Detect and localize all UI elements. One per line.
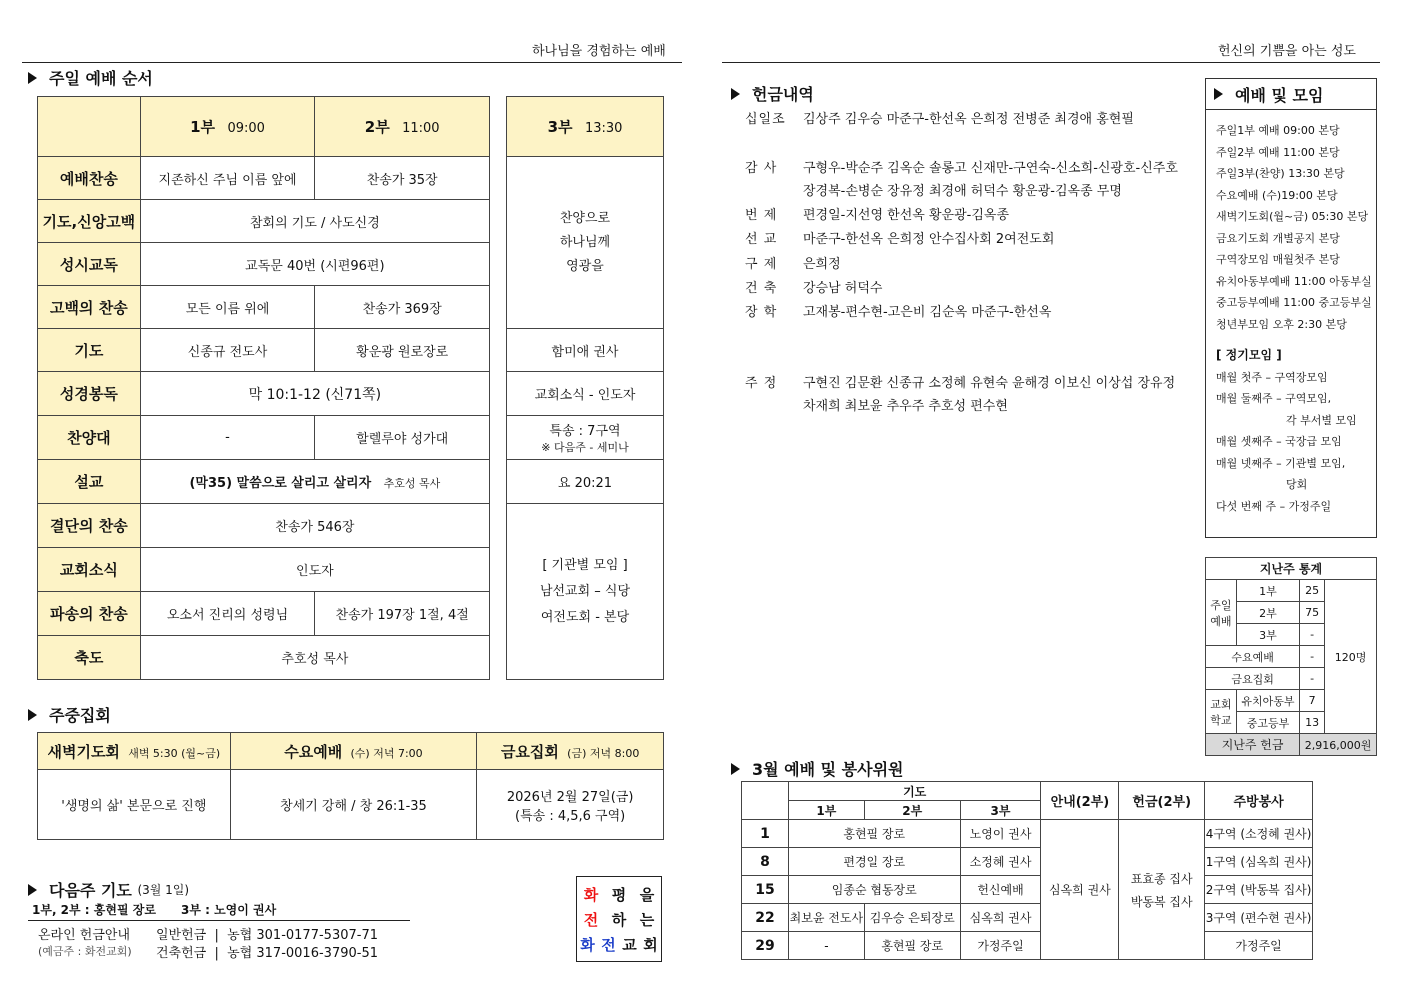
vol-cell: 가정주일 xyxy=(1205,932,1313,960)
online-title: 온라인 헌금안내 xyxy=(38,928,131,943)
cell: 신종규 전도사 xyxy=(140,329,315,372)
dawn-header: 새벽기도회 새벽 5:30 (월~금) xyxy=(38,733,231,770)
row-label: 기도,신앙고백 xyxy=(38,200,141,243)
midweek-section-title: 주중집회 xyxy=(28,703,111,726)
fri-header: 금요집회 (금) 저녁 8:00 xyxy=(477,733,664,770)
vol-date: 29 xyxy=(742,932,789,960)
vol-date: 1 xyxy=(742,820,789,848)
prayer-divider xyxy=(28,920,410,921)
vol-cell: 홍현필 장로 xyxy=(788,820,960,848)
row-label: 교회소식 xyxy=(38,548,141,592)
stats-value: - xyxy=(1300,668,1325,690)
vol-h2: 2부 xyxy=(864,801,960,820)
midweek-table xyxy=(37,732,664,840)
right-header-line xyxy=(722,62,1380,63)
vol-date: 8 xyxy=(742,848,789,876)
left-header-line xyxy=(22,62,682,63)
triangle-icon xyxy=(28,72,37,84)
row-label: 성경봉독 xyxy=(38,372,141,416)
fri-content: 2026년 2월 27일(금) (특송 : 4,5,6 구역) xyxy=(477,770,664,840)
stats-total: 120명 xyxy=(1325,580,1377,734)
stats-title: 지난주 통계 xyxy=(1206,558,1377,580)
cell: 참회의 기도 / 사도신경 xyxy=(140,200,489,243)
stats-offering-label: 지난주 헌금 xyxy=(1206,734,1300,756)
offering-building: 건 축 강승남 허덕수 xyxy=(745,281,883,296)
row-label: 고백의 찬송 xyxy=(38,286,141,329)
left-page-header: 하나님을 경험하는 예배 xyxy=(532,44,666,59)
worship-order-table xyxy=(37,96,490,680)
meetings-schedule: 주일1부 예배 09:00 본당 주일2부 예배 11:00 본당 주일3부(찬양) 13:30 본당 수요예배 (수)19:00 본당 새벽기도회(월~금) 05:30 본당 금요기도회 개별공지 본당 구역장모임 매월첫주 본당 유치아동부예배 11:00 아동부실 중고등부예배 11:00 중고등부실 청년부모임 오후 2:30 본당 xyxy=(1216,124,1372,331)
stats-label: 2부 xyxy=(1236,602,1299,624)
stats-school-label: 교회학교 xyxy=(1206,690,1237,734)
vol-cell: 홍현필 장로 xyxy=(864,932,960,960)
vol-corner xyxy=(742,782,789,820)
stats-value: - xyxy=(1300,646,1325,668)
row-label: 기도 xyxy=(38,329,141,372)
vol-cell: 헌신예배 xyxy=(960,876,1041,904)
service3-header: 3부 13:30 xyxy=(507,97,664,157)
online-building: 건축헌금 | 농협 317-0016-3790-51 xyxy=(156,946,378,961)
vol-cell: 소정혜 권사 xyxy=(960,848,1041,876)
vol-guide: 심옥희 권사 xyxy=(1041,820,1119,960)
service1-header: 1부 09:00 xyxy=(140,97,315,157)
row-label: 파송의 찬송 xyxy=(38,592,141,636)
vol-prayer-header: 기도 xyxy=(788,782,1041,801)
vol-cell: 임종순 협동장로 xyxy=(788,876,960,904)
service3-table xyxy=(506,96,664,680)
vol-cell: 4구역 (소정혜 권사) xyxy=(1205,820,1313,848)
worship-corner-cell xyxy=(38,97,141,157)
stats-label: 유치아동부 xyxy=(1236,690,1299,712)
offering-relief: 구 제 은희정 xyxy=(745,257,841,272)
vol-cell: 1구역 (심옥희 권사) xyxy=(1205,848,1313,876)
offering-burnt: 번 제 편경일-지선영 한선옥 황운광-김옥종 xyxy=(745,208,1010,223)
cell: 찬송가 197장 1절, 4절 xyxy=(315,592,490,636)
offering-thanks: 감 사 구형우-박순주 김옥순 솔롱고 신재만-구연숙-신소희-신광호-신주호 장경복-손병순 장유정 최경애 허덕수 황운광-김옥종 무명 xyxy=(745,161,1178,199)
wed-header: 수요예배 (수) 저녁 7:00 xyxy=(230,733,477,770)
cell: 찬송가 546장 xyxy=(140,504,489,548)
worship-section-title xyxy=(28,66,153,89)
triangle-icon xyxy=(1214,88,1223,100)
stats-label: 중고등부 xyxy=(1236,712,1299,734)
stats-table xyxy=(1205,557,1377,756)
org-meeting-block: [ 기관별 모임 ] 남선교회 – 식당 여전도회 - 본당 xyxy=(507,504,664,680)
sermon-cell: (막35) 말씀으로 살리고 살리자 추호성 목사 xyxy=(140,460,489,504)
vol-cell: 노영이 권사 xyxy=(960,820,1041,848)
dawn-content: '생명의 삶' 본문으로 진행 xyxy=(38,770,231,840)
offering-scholarship: 장 학 고재봉-편수현-고은비 김순옥 마준구-한선옥 xyxy=(745,305,1052,320)
next-prayer-title: 다음주 기도 (3월 1일) xyxy=(28,878,189,901)
service2-header: 2부 11:00 xyxy=(315,97,490,157)
stats-value: 7 xyxy=(1300,690,1325,712)
online-holder: (예금주 : 화전교회) xyxy=(38,945,132,958)
stats-label: 수요예배 xyxy=(1206,646,1300,668)
triangle-icon xyxy=(28,709,37,721)
row-label: 성시교독 xyxy=(38,243,141,286)
triangle-icon xyxy=(28,884,37,896)
offering-mission: 선 교 마준구-한선옥 은희정 안수집사회 2여전도회 xyxy=(745,232,1055,247)
row-label: 예배찬송 xyxy=(38,157,141,200)
offering-weekly: 주 정 구현진 김문환 신종규 소정혜 유현숙 윤해경 이보신 이상섭 장유정 차재희 최보윤 추우주 추호성 편수현 xyxy=(745,376,1176,414)
cell: 교독문 40번 (시편96편) xyxy=(140,243,489,286)
service3-prayer: 함미애 권사 xyxy=(507,329,664,372)
worship-title-text: 주일 예배 순서 xyxy=(49,69,153,88)
stats-sunday-label: 주일예배 xyxy=(1206,580,1237,646)
cell: 막 10:1-12 (신71쪽) xyxy=(140,372,489,416)
cell: - xyxy=(140,416,315,460)
vol-cell: 심옥희 권사 xyxy=(960,904,1041,932)
vol-cell: 가정주일 xyxy=(960,932,1041,960)
stats-label: 1부 xyxy=(1236,580,1299,602)
cell: 찬송가 35장 xyxy=(315,157,490,200)
row-label: 설교 xyxy=(38,460,141,504)
meetings-title: 예배 및 모임 xyxy=(1206,79,1376,110)
online-general: 일반헌금 | 농협 301-0177-5307-71 xyxy=(156,928,378,943)
vol-cell: 편경일 장로 xyxy=(788,848,960,876)
vol-offer: 표효종 집사 박동복 집사 xyxy=(1119,820,1205,960)
cell: 황운광 원로장로 xyxy=(315,329,490,372)
next-prayer-line: 1부, 2부 : 홍현필 장로 3부 : 노영이 권사 xyxy=(32,903,277,917)
vol-cell: 2구역 (박동복 집사) xyxy=(1205,876,1313,904)
vol-date: 15 xyxy=(742,876,789,904)
row-label: 결단의 찬송 xyxy=(38,504,141,548)
vol-cell: 3구역 (편수현 권사) xyxy=(1205,904,1313,932)
cell: 할렐루야 성가대 xyxy=(315,416,490,460)
vol-cell: - xyxy=(788,932,864,960)
vol-date: 22 xyxy=(742,904,789,932)
stats-value: 75 xyxy=(1300,602,1325,624)
cell: 모든 이름 위에 xyxy=(140,286,315,329)
cell: 찬송가 369장 xyxy=(315,286,490,329)
row-label: 찬양대 xyxy=(38,416,141,460)
cell: 지존하신 주님 이름 앞에 xyxy=(140,157,315,200)
wed-content: 창세기 강해 / 창 26:1-35 xyxy=(230,770,477,840)
regular-meetings: [ 정기모임 ] 매월 첫주 – 구역장모임 매월 둘째주 – 구역모임, 각 부서별 모임 매월 셋째주 – 국장급 모임 매월 넷째주 – 기관별 모임, 당회 다섯 번째 주 – 가정주일 xyxy=(1216,348,1357,513)
meetings-box xyxy=(1205,78,1377,538)
row-label: 축도 xyxy=(38,636,141,680)
right-page-header: 헌신의 기쁨을 아는 성도 xyxy=(1218,44,1356,59)
stats-label: 3부 xyxy=(1236,624,1299,646)
triangle-icon xyxy=(731,88,740,100)
service3-sermon-ref: 요 20:21 xyxy=(507,460,664,504)
stats-offering-value: 2,916,000원 xyxy=(1300,734,1377,756)
vol-offer-header: 헌금(2부) xyxy=(1119,782,1205,820)
stats-label: 금요집회 xyxy=(1206,668,1300,690)
stats-value: - xyxy=(1300,624,1325,646)
triangle-icon xyxy=(731,763,740,775)
volunteers-table xyxy=(741,781,1313,960)
stats-value: 13 xyxy=(1300,712,1325,734)
cell: 인도자 xyxy=(140,548,489,592)
cell: 추호성 목사 xyxy=(140,636,489,680)
vol-h1: 1부 xyxy=(788,801,864,820)
vol-kitchen-header: 주방봉사 xyxy=(1205,782,1313,820)
stats-value: 25 xyxy=(1300,580,1325,602)
praise-block: 찬양으로 하나님께 영광을 xyxy=(507,157,664,329)
offering-section-title: 헌금내역 xyxy=(731,82,814,105)
vol-cell: 김우승 은퇴장로 xyxy=(864,904,960,932)
church-logo: 화 평 을 전 하 는 화 전 교 회 xyxy=(576,876,662,962)
vol-guide-header: 안내(2부) xyxy=(1041,782,1119,820)
vol-cell: 최보윤 전도사 xyxy=(788,904,864,932)
cell: 오소서 진리의 성령님 xyxy=(140,592,315,636)
service3-special: 특송 : 7구역 ※ 다음주 - 세미나 xyxy=(507,416,664,460)
vol-h3: 3부 xyxy=(960,801,1041,820)
service3-news: 교회소식 - 인도자 xyxy=(507,372,664,416)
offering-tithe: 십일조 김상주 김우승 마준구-한선옥 은희정 전병준 최경애 홍현필 xyxy=(745,112,1134,127)
volunteers-title: 3월 예배 및 봉사위원 xyxy=(731,757,904,780)
